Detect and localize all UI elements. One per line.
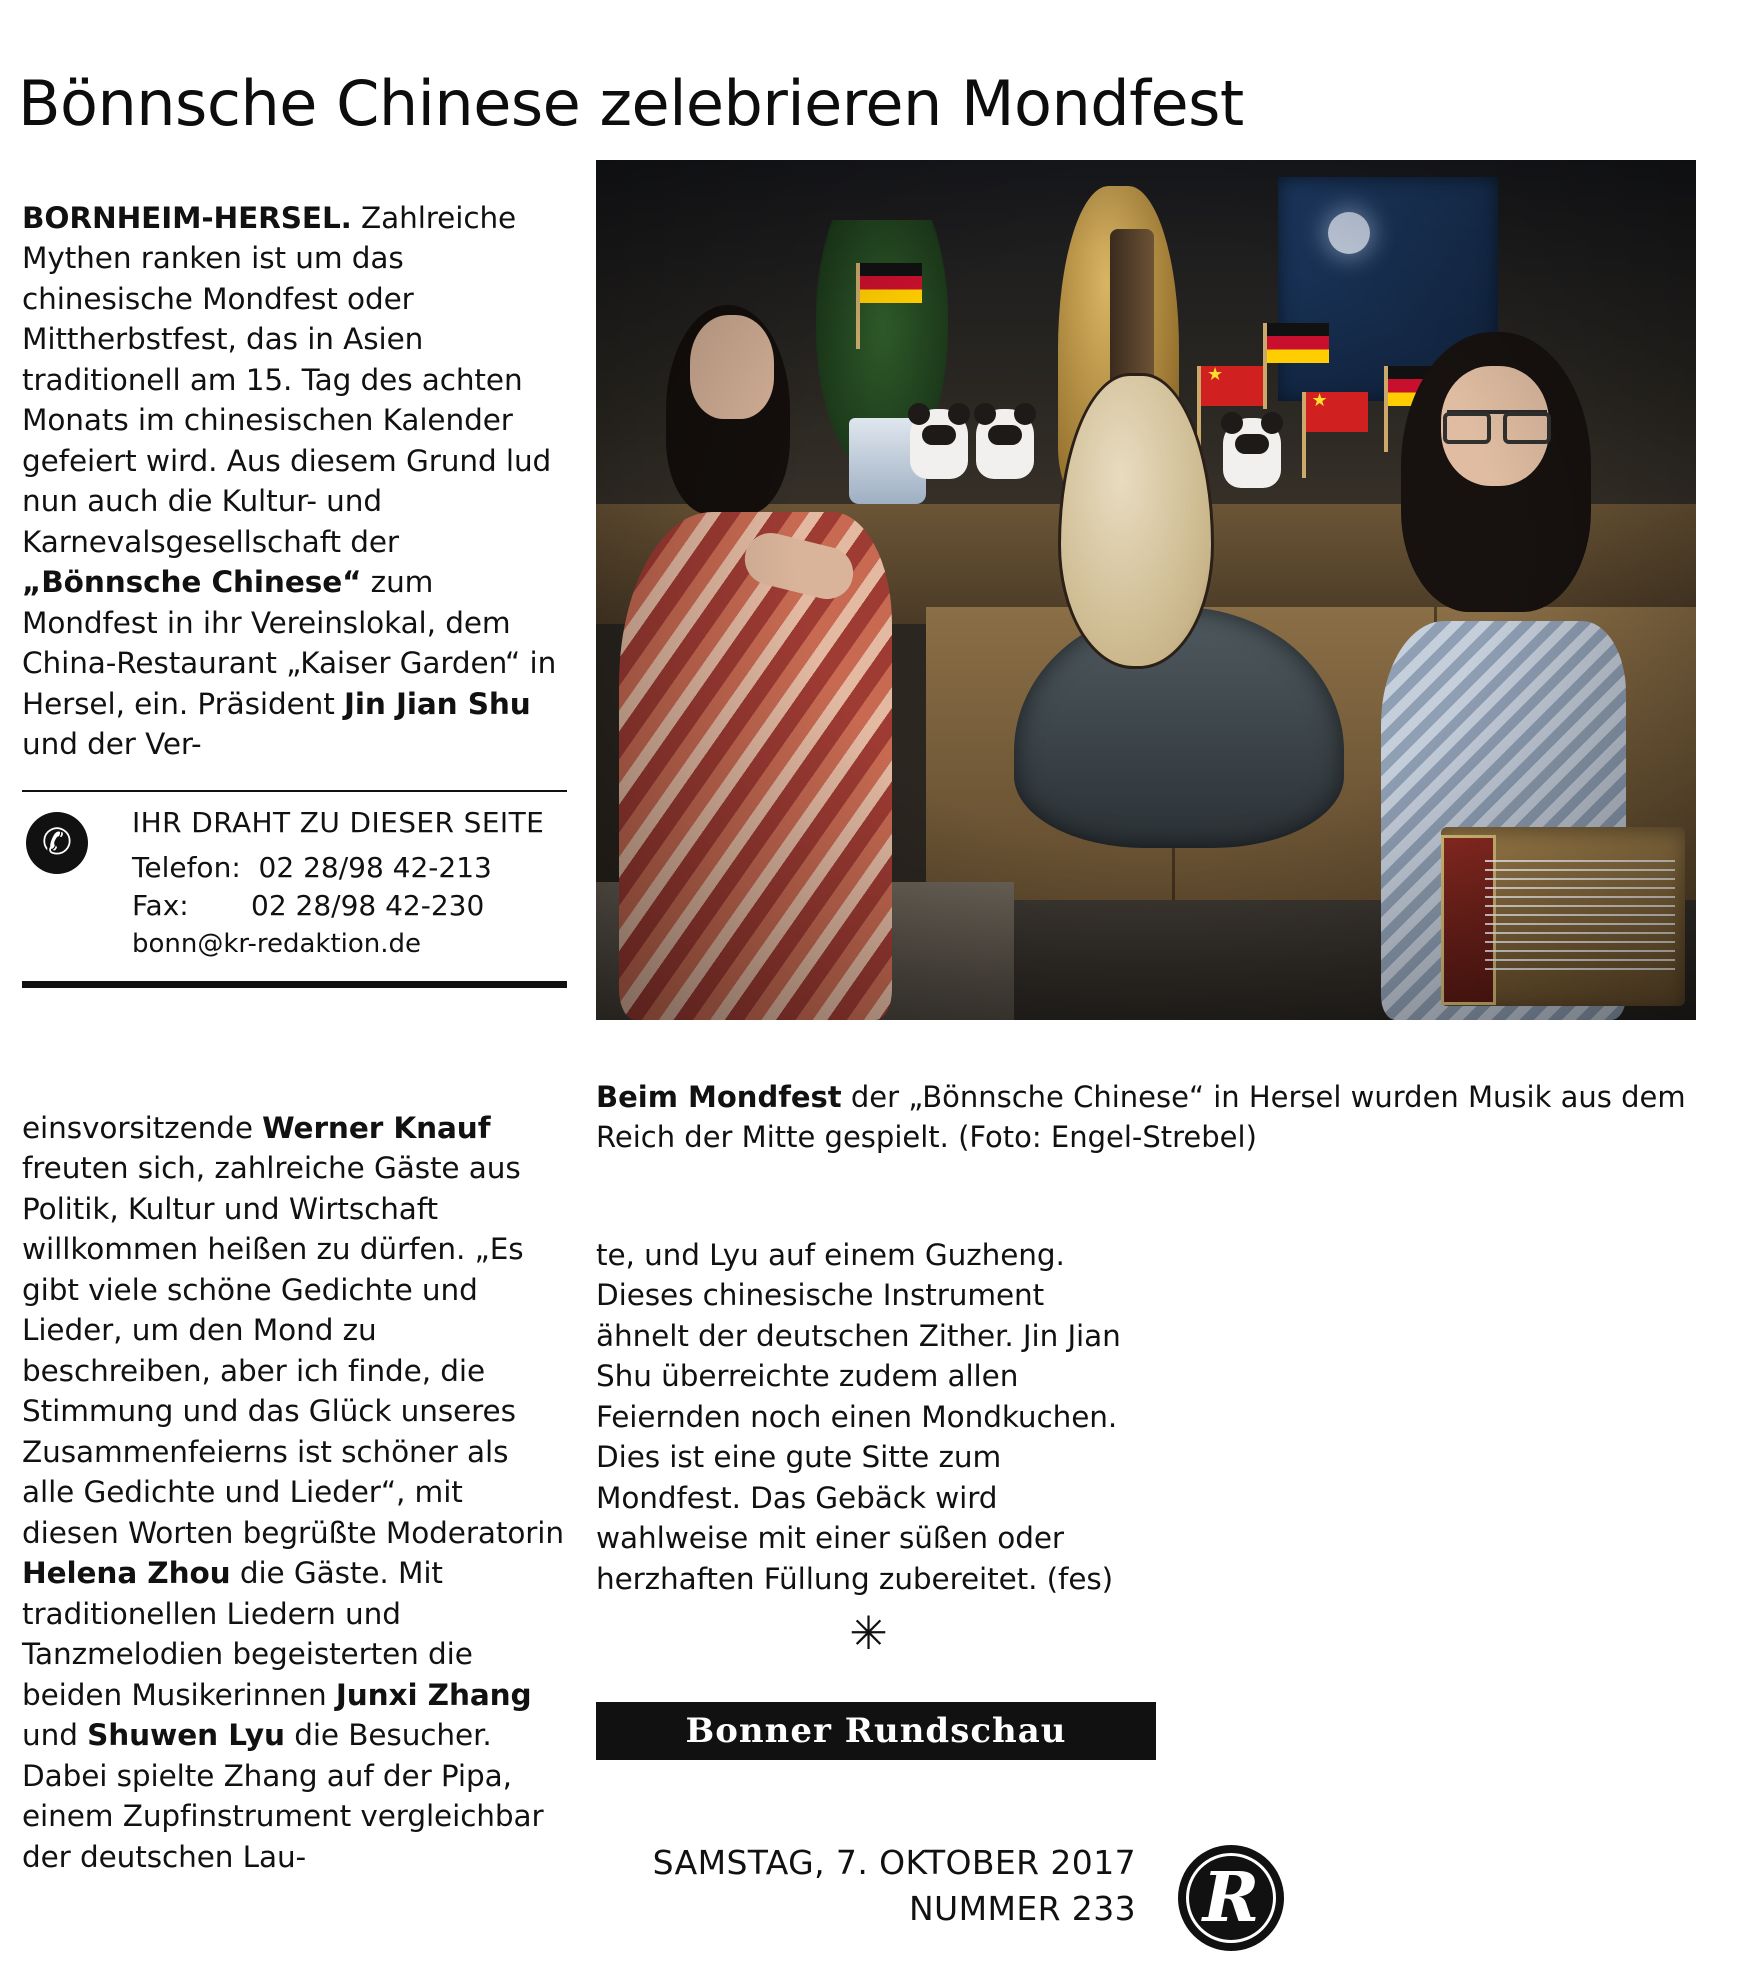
page-title: Bönnsche Chinese zelebrieren Mondfest <box>18 66 1244 140</box>
col2-text-part-one: einsvorsitzende <box>22 1110 263 1145</box>
dateline: BORNHEIM-HERSEL. <box>22 200 352 235</box>
article-paragraph-three: te, und Lyu auf einem Guzheng. Dieses chinesische Instrument ähnelt der deutschen Zither. Jin Jian Shu überreichte zudem allen Feiernden noch einen Mondkuchen. Dies ist eine gute Sitte zum Mondfest. Das Gebäck wird wahlweise mit einer süßen oder herzhaften Füllung zubereitet. (fes) <box>596 1237 1121 1596</box>
lead-text-part-three: und der Ver- <box>22 727 202 761</box>
mondfest-photo <box>596 160 1696 1020</box>
article-lead-paragraph <box>22 198 567 765</box>
photo-vignette <box>596 160 1696 1020</box>
caption-text: der „Bönnsche Chinese“ in Hersel wurden Musik aus dem Reich der Mitte gespielt. (Foto: Engel-Strebel) <box>596 1080 1686 1154</box>
article-column-two <box>596 1205 1141 1629</box>
article-photo <box>596 160 1696 1020</box>
contact-bottom-rule <box>22 981 567 988</box>
masthead-banner <box>596 1702 1156 1760</box>
contact-inner <box>22 806 567 963</box>
contact-fax: Fax: 02 28/98 42-230 <box>132 889 485 922</box>
article-paragraph-two <box>22 1108 567 1878</box>
rundschau-logo-icon <box>1178 1845 1284 1951</box>
issue-number: NUMMER 233 <box>908 1889 1136 1928</box>
chairman-name: Werner Knauf <box>262 1110 491 1145</box>
contact-title: IHR DRAHT ZU DIESER SEITE <box>132 806 545 839</box>
col2-text-part-five: die Besucher. Dabei spielte Zhang auf der Pipa, einem Zupfinstrument vergleichbar der deutschen Lau- <box>22 1718 544 1874</box>
issue-date: SAMSTAG, 7. OKTOBER 2017 <box>652 1843 1136 1882</box>
col2-text-part-four: und <box>22 1718 88 1752</box>
president-name: Jin Jian Shu <box>343 686 531 721</box>
masthead-title: Bonner Rundschau <box>685 1711 1067 1751</box>
contact-box <box>22 790 567 988</box>
contact-phone: Telefon: 02 28/98 42-213 <box>132 851 492 884</box>
article-column-one-continued <box>22 1078 567 1907</box>
caption-lead: Beim Mondfest <box>596 1080 842 1114</box>
contact-top-rule <box>22 790 567 792</box>
lead-text-part-two: zum Mondfest in ihr Vereinslokal, dem China-Restaurant „Kaiser Garden“ in Hersel, ein. Präsident <box>22 565 557 721</box>
phone-icon: ✆ <box>26 812 88 874</box>
issue-info <box>596 1840 1136 1932</box>
end-of-article-marker: ✳ <box>849 1606 888 1660</box>
col2-text-part-three: die Gäste. Mit traditionellen Liedern und Tanzmelodien begeisterten die beiden Musikerinnen <box>22 1556 473 1712</box>
contact-email[interactable]: bonn@kr-redaktion.de <box>132 929 422 959</box>
organization-name: „Bönnsche Chinese“ <box>22 565 362 599</box>
musician-one-name: Junxi Zhang <box>335 1677 532 1712</box>
moderator-name: Helena Zhou <box>22 1556 231 1590</box>
musician-two-name: Shuwen Lyu <box>87 1718 285 1752</box>
col2-text-part-two: freuten sich, zahlreiche Gäste aus Politik, Kultur und Wirtschaft willkommen heißen zu dürfen. „Es gibt viele schöne Gedichte und Lieder, um den Mond zu beschreiben, aber ich finde, die Stimmung und das Glück unseres Zusammenfeierns ist schöner als alle Gedichte und Lieder“, mit diesen Worten begrüßte Moderatorin <box>22 1151 564 1550</box>
lead-text-part-one: Zahlreiche Mythen ranken ist um das chinesische Mondfest oder Mittherbstfest, das in Asien traditionell am 15. Tag des achten Monats im chinesischen Kalender gefeiert wird. Aus diesem Grund lud nun auch die Kultur- und Karnevalsgesellschaft der <box>22 200 552 559</box>
logo-letter: R <box>1202 1858 1260 1938</box>
photo-caption <box>596 1077 1721 1157</box>
article-column-one <box>22 168 567 794</box>
